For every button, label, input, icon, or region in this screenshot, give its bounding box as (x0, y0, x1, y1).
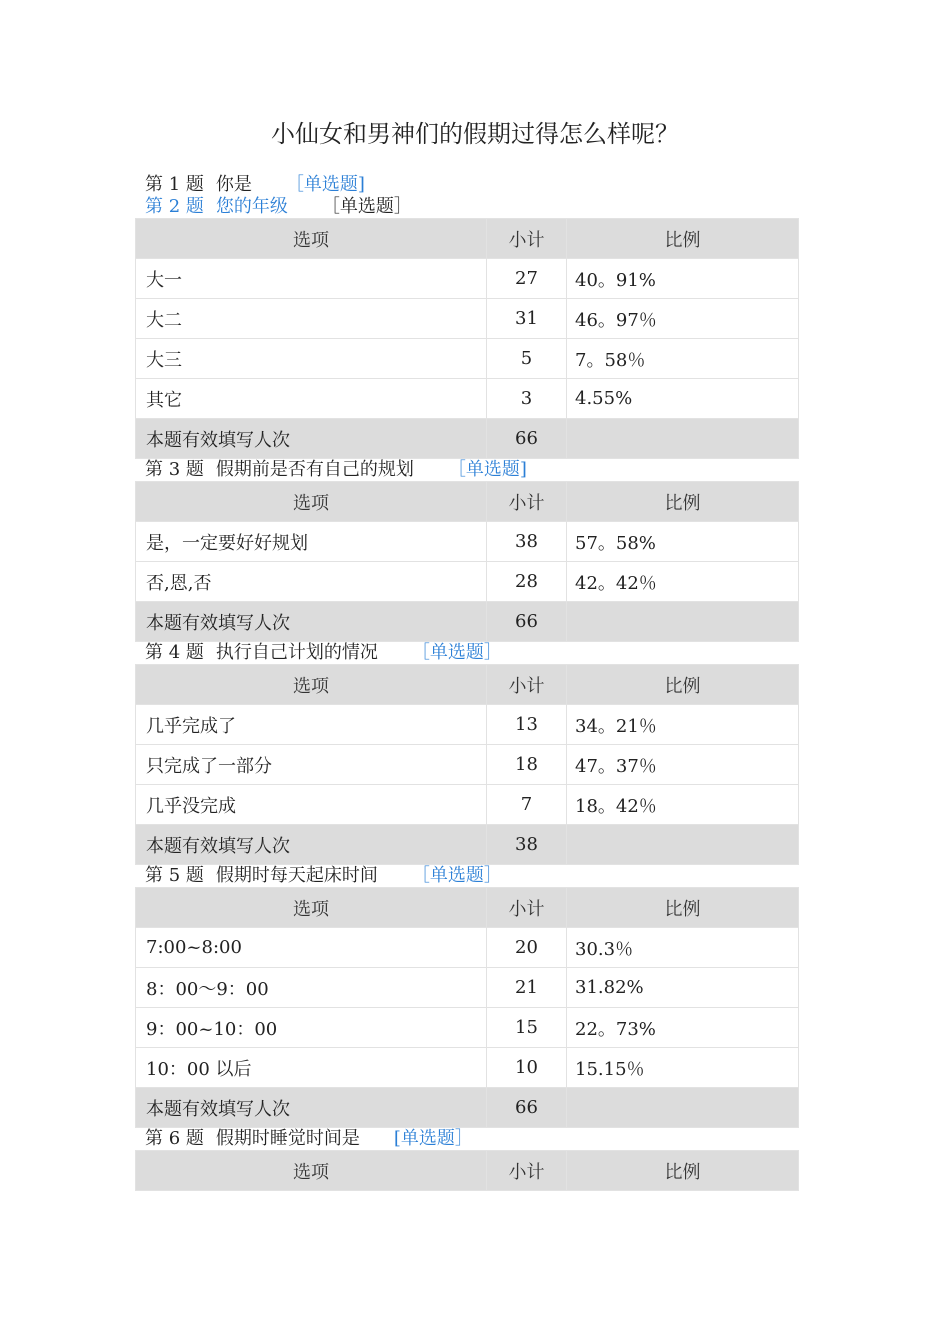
question-number: 第 5 题 (145, 865, 204, 886)
total-label: 本题有效填写人次 (136, 1088, 487, 1128)
table-row (136, 705, 799, 745)
ratio-cell: 22。73% (567, 1008, 799, 1048)
option-cell: 9：00~10：00 (136, 1008, 487, 1048)
table-row (136, 928, 799, 968)
table-header-row (136, 888, 799, 928)
total-ratio (567, 602, 799, 642)
table-row (136, 745, 799, 785)
total-count: 66 (487, 602, 567, 642)
question-type: ［单选题] (285, 174, 365, 195)
ratio-cell: 47。37％ (567, 745, 799, 785)
total-ratio (567, 1088, 799, 1128)
ratio-cell: 34。21％ (567, 705, 799, 745)
option-cell: 7:00~8:00 (136, 928, 487, 968)
total-row (136, 1088, 799, 1128)
question-number: 第 6 题 (145, 1128, 204, 1149)
table-header-row (136, 665, 799, 705)
header-option: 选项 (136, 665, 487, 705)
total-row (136, 419, 799, 459)
table-row (136, 299, 799, 339)
option-cell: 几乎没完成 (136, 785, 487, 825)
option-cell: 大一 (136, 259, 487, 299)
total-label: 本题有效填写人次 (136, 602, 487, 642)
question-type: ［单选题］ (411, 642, 502, 663)
question-type: ［单选题］ (411, 865, 502, 886)
question-3-table (135, 481, 799, 642)
ratio-cell: 46。97％ (567, 299, 799, 339)
ratio-cell: 7。58％ (567, 339, 799, 379)
total-label: 本题有效填写人次 (136, 825, 487, 865)
table-row (136, 562, 799, 602)
page-title: 小仙女和男神们的假期过得怎么样呢？ (271, 120, 679, 148)
count-cell: 21 (487, 968, 567, 1008)
option-cell: 其它 (136, 379, 487, 419)
header-ratio: 比例 (567, 665, 799, 705)
ratio-cell: 18。42％ (567, 785, 799, 825)
option-cell: 10：00 以后 (136, 1048, 487, 1088)
ratio-cell: 42。42％ (567, 562, 799, 602)
table-row (136, 522, 799, 562)
count-cell: 10 (487, 1048, 567, 1088)
question-4-table (135, 664, 799, 865)
header-option: 选项 (136, 888, 487, 928)
ratio-cell: 40。91% (567, 259, 799, 299)
question-text: 假期时睡觉时间是 (215, 1128, 360, 1149)
question-4-heading (135, 642, 798, 664)
table-header-row (136, 482, 799, 522)
count-cell: 38 (487, 522, 567, 562)
count-cell: 27 (487, 259, 567, 299)
count-cell: 3 (487, 379, 567, 419)
count-cell: 15 (487, 1008, 567, 1048)
total-row (136, 825, 799, 865)
option-cell: 是，一定要好好规划 (136, 522, 487, 562)
option-cell: 否,恩,否 (136, 562, 487, 602)
count-cell: 13 (487, 705, 567, 745)
question-6-heading (135, 1128, 798, 1150)
question-2-heading (135, 196, 798, 218)
total-count: 66 (487, 1088, 567, 1128)
question-number: 第 1 题 (145, 174, 204, 195)
header-ratio: 比例 (567, 482, 799, 522)
table-row (136, 379, 799, 419)
total-count: 38 (487, 825, 567, 865)
total-count: 66 (487, 419, 567, 459)
total-ratio (567, 419, 799, 459)
header-option: 选项 (136, 482, 487, 522)
table-row (136, 1048, 799, 1088)
question-2-table (135, 218, 799, 459)
count-cell: 20 (487, 928, 567, 968)
question-number: 第 2 题 (145, 196, 204, 217)
count-cell: 18 (487, 745, 567, 785)
total-row (136, 602, 799, 642)
question-number: 第 4 题 (145, 642, 204, 663)
header-ratio: 比例 (567, 1151, 799, 1191)
table-row (136, 968, 799, 1008)
option-cell: 8：00～9：00 (136, 968, 487, 1008)
count-cell: 28 (487, 562, 567, 602)
table-row (136, 785, 799, 825)
table-row (136, 1008, 799, 1048)
question-1-heading (135, 174, 798, 196)
question-3-heading (135, 459, 798, 481)
option-cell: 大三 (136, 339, 487, 379)
header-ratio: 比例 (567, 219, 799, 259)
question-text: 假期前是否有自己的规划 (215, 459, 414, 480)
header-count: 小计 (487, 1151, 567, 1191)
header-count: 小计 (487, 665, 567, 705)
table-row (136, 339, 799, 379)
total-ratio (567, 825, 799, 865)
header-count: 小计 (487, 219, 567, 259)
question-text: 你是 (215, 174, 252, 195)
header-ratio: 比例 (567, 888, 799, 928)
table-row (136, 259, 799, 299)
table-header-row (136, 219, 799, 259)
question-5-heading (135, 865, 798, 887)
header-count: 小计 (487, 888, 567, 928)
question-type: ［单选题］ (321, 196, 412, 217)
question-number: 第 3 题 (145, 459, 204, 480)
question-text: 您的年级 (215, 196, 288, 217)
ratio-cell: 4.55% (567, 379, 799, 419)
option-cell: 几乎完成了 (136, 705, 487, 745)
count-cell: 31 (487, 299, 567, 339)
survey-content (135, 174, 798, 1191)
ratio-cell: 57。58% (567, 522, 799, 562)
count-cell: 5 (487, 339, 567, 379)
ratio-cell: 31.82% (567, 968, 799, 1008)
total-label: 本题有效填写人次 (136, 419, 487, 459)
count-cell: 7 (487, 785, 567, 825)
question-5-table (135, 887, 799, 1128)
question-text: 执行自己计划的情况 (215, 642, 378, 663)
question-text: 假期时每天起床时间 (215, 865, 378, 886)
question-6-table (135, 1150, 799, 1191)
ratio-cell: 30.3％ (567, 928, 799, 968)
header-option: 选项 (136, 219, 487, 259)
option-cell: 大二 (136, 299, 487, 339)
ratio-cell: 15.15％ (567, 1048, 799, 1088)
header-count: 小计 (487, 482, 567, 522)
question-type: ［单选题] (447, 459, 527, 480)
header-option: 选项 (136, 1151, 487, 1191)
table-header-row (136, 1151, 799, 1191)
question-type: [单选题］ (393, 1128, 473, 1149)
option-cell: 只完成了一部分 (136, 745, 487, 785)
